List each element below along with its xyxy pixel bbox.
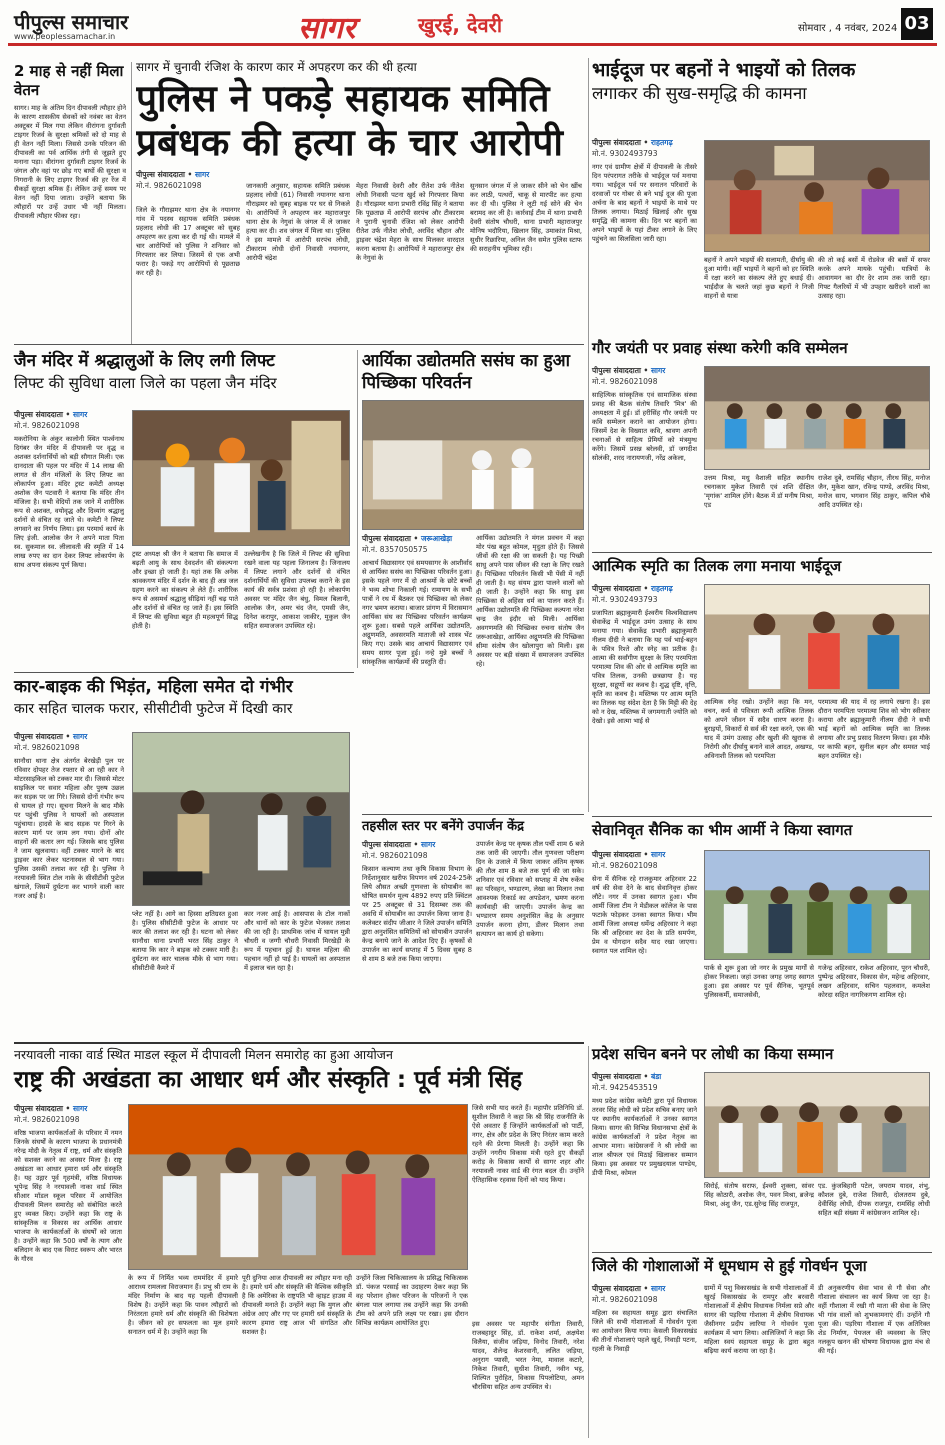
article-car-bike [14,676,352,1038]
rashtra-col-4: जिसे सभी याद करते हैं। महापौर प्रतिनिधि डॉ. सुशील तिवारी ने कहा कि श्री सिंह राजनीति के ऐसे अवतार हैं जिन्होंने कार्यकर्ताओं को पार्टी, नगर, क्षेत्र और प्रदेश के लिए निरंतर काम करते रहने की प्रेरणा मिलती है। उन्होंने कहा कि उन्होंने नगरीय विकास मंत्री रहते हुए सैकड़ों करोड़ के विकास कार्यों से सागर शहर और नरयावली नाका वार्ड की रंगत बदल दी। उन्होंने ऐतिहासिक रहवास दिनों को याद किया। [472,1104,584,1184]
column-divider [588,58,589,348]
atmik-mobile: मो.नं. 9302493793 [592,595,658,604]
govardhan-headline: जिले की गोशालाओं में धूमधाम से हुई गोवर्धन पूजा [592,1257,867,1275]
aryika-mobile: मो.नं. 8357050575 [362,545,428,554]
section-divider [592,552,932,553]
bhaidooj-byline: पीपुल्स संवाददाता • राहतगढ़ [592,138,673,147]
article-rashtra [14,1046,584,1438]
column-divider [131,62,132,344]
column-divider [588,1046,589,1438]
gaur-mobile: मो.नं. 9826021098 [592,377,658,386]
section-divider [592,816,932,817]
rashtra-photo-image [129,1105,467,1269]
aryika-photo [362,400,584,530]
gaur-body: साहित्यिक सांस्कृतिक एवं सामाजिक संस्था प्रवाह की बैठक संतोष तिवारि 'मित्र' की अध्यक्षता में हुई। डॉ हरीसिंह गौर जयंती पर कवि सम्मेलन कराने का आयोजन होगा। जिसमें देश के विख्यात कवि, श्रावण अपनी रचनाओं से साहित्य प्रेमियों को मंत्रमुग्ध करेंगे। जिसमें प्रसन्न बरेलवी, डॉ जगदीश सोलंकी, शरद नारायणजी, नरेंद्र अकेला, [592,391,697,462]
sachin-body: मध्य प्रदेश कांग्रेस कमेटी द्वारा पूर्व विधायक तरवर सिंह लोधी को प्रदेश सचिव बनाए जाने पर स्थानीय कार्यकर्ताओं ने उनका स्वागत किया। सागर की विभिन्न विधानसभा क्षेत्रों के कांग्रेस कार्यकर्ताओं ने प्रदेश नेतृत्व का आभार माना। कांग्रेसजनों ने श्री लोधी का शाल श्रीफल एवं मिठाई खिलाकर सम्मान किया। इस अवसर पर प्रमुखदयाल पाण्डेय, डीपी मिश्रा, कोमल [592,1097,697,1177]
jain-col-3: उल्लेखनीय है कि जिले में लिफ्ट की सुविधा रखने वाला यह पहला जिनालय है। जिनालय में लिफ्ट लगाने और दर्शनों से वंचित दर्शनार्थियों की सुविधा उपलब्ध कराने के इस कार्य की सर्वत्र प्रशंसा हो रही है। लोकार्पण अवसर पर मंदिर जैन बंधु, विमल बिलानी, आलोक जैन, अमर चंद जैन, एमसी जैन, दिनेश करापुर, आकाश जाकीर, मुकुल जैन सहित समाजजन उपस्थित रहे। [244,550,350,630]
sachin-photo [704,1072,930,1178]
edition-title: सागर [298,11,356,46]
section-divider [14,344,584,345]
sainik-byline: पीपुल्स संवाददाता • सागर [592,850,666,859]
section-divider [14,672,354,673]
gaur-headline: गौर जयंती पर प्रवाह संस्था करेगी कवि सम्मेलन [592,339,848,357]
rashtra-col-1: वरिष्ठ भाजपा कार्यकर्ताओं के परिवार में नमन जिनके संघर्षों के कारण भाजपा के प्रधानमंत्री नरेन्द्र मोदी के नेतृत्व में राष्ट्र, धर्म और संस्कृति को सशक्त करने का अवसर मिला है। राष्ट्र अखंडता का आधार हमारा धर्म और संस्कृति है। यह उद्गार पूर्व गृहमंत्री, वरिष्ठ विधायक भूपेन्द्र सिंह ने नरयावली नाका वार्ड स्थित सीआर मॉडल स्कूल परिसर में आयोजित दीपावली मिलन समारोह को संबोधित करते हुए व्यक्त किए। उन्होंने कहा कि राष्ट्र के सांस्कृतिक व विकास का आर्थिक आधार भाजपा के कार्यकर्ताओं के संघर्षों को जाता है। उन्होंने कहा कि 500 वर्षों के त्याग और बलिदान के बाद एक विराट स्वरूप और भारत के गौरव [14,1129,122,1263]
column-divider [357,350,358,668]
aryika-col-1: आचार्य विद्यासागर एवं समयसागर के आशीर्वाद से आर्यिका ससंघ का पिच्छिका परिवर्तन हुआ। इसके पहले नगर में दो आश्रमों के छोटे बच्चों ने भव्य शोभा निकाली गई। रामायण के सभी पात्रों ने रथ में बैठकर एवं पिच्छिका को लेकर नगर भ्रमण कराया। बाजार प्रांगण में विरासमान आर्यिका संघ का पिच्छिका परिवर्तन कार्यक्रम शुरू हुआ। सबसे पहले आर्यिका उद्योतमति, अद्गुणमति, अवसरमति माताजी को शास्त्र भेंट किए गए। उसके बाद आचार्य विद्यासागर एवं समय सागर पूजा हुई। नन्हे मुन्ने बच्चों ने सांस्कृतिक कार्यक्रमों की प्रस्तुति दी। [362,559,472,666]
gaur-photo-image [705,367,929,469]
aryika-photo-image [363,401,583,529]
article-aryika [362,350,584,812]
jain-mobile: मो.नं. 9826021098 [14,421,80,430]
section-divider [14,1042,584,1044]
govardhan-byline: पीपुल्स संवाददाता • सागर [592,1284,666,1293]
issue-date: सोमवार , 4 नवंबर, 2024 [798,23,898,34]
gaur-caption-1: उत्तम मिश्रा, मधु वैशाली सहित स्थानीय रचनाकार मुकेश तिवारी एवं शशि दीक्षित 'मृगांक' शामिल होंगे। बैठक में डॉ मनीष मिश्रा, एड [704,474,814,509]
brand-url[interactable]: www.peoplessamachar.in [14,32,116,41]
article-sachin [592,1044,932,1250]
gaur-caption-2: राजेश दुबे, रामसिंह चौहान, तीरथ सिंह, मनोज जैन, मुकेश खान, रविन्द्र पाण्डे, अरविंद मिश्रा, मनोज साय, भगवान सिंह ठाकुर, कपिल चौबे आदि उपस्थित रहे। [818,474,930,509]
atmik-headline: आत्मिक स्मृति का तिलक लगा मनाया भाईदूज [592,557,842,575]
govardhan-col-1: महिला स्व सहायता समूह द्वारा संचालित जिले की सभी गोशालाओं में गोवर्धन पूजा का आयोजन किया गया। केसली विकासखंड की तीनों गोशालाएं पहले खुर्द, निवाड़ी पटना, रहली के निवाड़ी [592,1309,697,1353]
article-gaur-jayanti [592,338,932,550]
murder-mobile: मो.नं. 9826021098 [136,181,202,190]
bhaidooj-photo [704,140,930,252]
sachin-mobile: मो.नं. 9425453519 [592,1083,658,1092]
sainik-caption-2: गजेन्द्र अहिरवार, राकेश अहिरवार, पूरन चौधरी, पुष्पेन्द्र अहिरवार, विकास सेन, महेन्द्र अहिरवार, लखन अहिरवार, सचिन पहलवान, कमलेश कोरदा सहित नागरिकगण शामिल रहे। [818,964,930,999]
section-divider [362,814,584,815]
bhaidooj-mobile: मो.नं. 9302493793 [592,149,658,158]
aryika-headline: आर्यिका उद्योतमति ससंघ का हुआ पिच्छिका परिवर्तन [362,351,571,393]
bhaidooj-body: नगर एवं ग्रामीण क्षेत्रों में दीपावली के तीसरे दिन परंपरागत तरीके से भाईदूज पर्व मनाया गया। भाईदूज पर्व पर सनातन परिवारों के दरवाजों पर गोबर से बने भाई दूज की पूजा अर्चना के बाद बहनों ने भाइयों के माथे पर तिलक लगाया। मिठाई खिलाई और सुख समृद्धि की कामना की। दिन भर बहनों का अपने भाइयों के यहां टीका लगाने के लिए पहुंचने का सिलसिला जारी रहा। [592,163,697,243]
rashtra-kicker: नरयावली नाका वार्ड स्थित माडल स्कूल में दीपावली मिलन समारोह का हुआ आयोजन [14,1047,393,1062]
article-govardhan [592,1256,932,1438]
jain-photo-image [133,411,349,545]
bhaidooj-subheadline: लगाकर की सुख-समृद्धि की कामना [592,84,807,104]
salary-headline: 2 माह से नहीं मिला वेतन [14,62,124,99]
bhaidooj-photo-image [705,141,929,251]
car-mobile: मो.नं. 9826021098 [14,743,80,752]
govardhan-col-3: डी अनुकरणीय सेवा भाव से गौ सेवा और गौशाला संचालन का कार्य किया जा रहा है। वहीं गौशाला में रखी गौ माता की सेवा के लिए भी गांव वालों को शुभकामनाएं दीं। उन्होंने गौ पूजा की। पड़रिया गौशाला में एक अतिरिक्त शेड निर्माण, पेयजल की व्यवस्था के लिए नलकूप खनन की घोषणा विधायक द्वारा मंच से की गई। [818,1284,930,1355]
jain-body: मकरोनिया के अंकुर कालोनी स्थित पार्श्वनाथ दिगंबर जैन मंदिर में दीपावली पर वृद्ध व अशक्त दर्शनार्थियों को बड़ी सौगात मिली। एक दानदाता की पहल पर मंदिर में 14 लाख की लागत से तीन मंजिलों के लिए लिफ्ट का लोकार्पण हुआ। मंदिर ट्रस्ट कमेटी अध्यक्ष अशोक जैन पटवारी ने बताया कि मंदिर तीन मंजिला है। सभी वेदियों तक जाने में शारीरिक रूप से अशक्त, वयोवृद्ध और दिव्यांग श्रद्धालु दर्शनों से वंचित रह जाते थे। कमेटी ने लिफ्ट लगवाने का निर्णय लिया। इस परमार्थ कार्य के लिए इंजी. आलोक जैन ने अपने माता पिता स्व. सुकमाल स्व. लीलावती की स्मृति में 14 लाख रुपए का दान देकर लिफ्ट लोकार्पण के साथ अपना संकल्प पूर्ण किया। [14,435,124,569]
sainik-headline: सेवानिवृत सैनिक का भीम आर्मी ने किया स्वागत [592,821,853,839]
tehsil-byline: पीपुल्स संवाददाता • सागर [362,840,436,849]
bhaidooj-caption-2: की तो कई बसों में रोडवेज की बसों में सफर करके अपने मायके पहुंची। यात्रियों के आवागमन का दौर देर शाम तक जारी रहा। गिफ्ट गैलरियों में भी उपहार खरीदने वालों का उत्साह रहा। [818,256,930,300]
section-divider [592,1252,932,1253]
salary-body: सागर। माह के अंतिम दिन दीपावली त्यौहार होने के कारण शासकीय सेवकों को नवंबर का वेतन अक्टूबर में मिल गया लेकिन वीरांगना दुर्गावती टाइगर रिजर्व के सुरक्षा श्रमिकों को दो माह से ही वेतन नहीं मिला। जिससे उनके परिजन की दीपावली का पर्व आर्थिक तंगी से जूझते हुए मनाना पड़ा। वीरांगना दुर्गावती टाइगर रिजर्व के जंगल और वहां पर छोड़ गए बाघों की सुरक्षा व निगरानी के लिए टाइगर रिजर्व की हर रेंज में सैकड़ों सुरक्षा श्रमिक हैं। लेकिन उन्हें समय पर वेतन नहीं दिया जाता। उन्होंने बताया कि त्यौहारों पर उन्हें उधार भी नहीं मिलता। दीपावली त्यौहार फीका रहा। [14,104,126,220]
sainik-body: सेना में सैनिक रहे राजकुमार अहिरवार 22 वर्ष की सेवा देने के बाद सेवानिवृत्त होकर लौटे। नगर में उनका स्वागत हुआ। भीम आर्मी जिला टीम ने मेडीकल कॉलेज के पास फटाके फोड़कर उनका स्वागत किया। भीम आर्मी जिला अध्यक्ष धर्मेन्द्र अहिरवार ने कहा कि श्री अहिरवार का देश के प्रति समर्पण, प्रेम व योगदान सदैव याद रखा जाएगा। स्वागत पल शामिल रहे। [592,875,697,955]
tehsil-mobile: मो.नं. 9826021098 [362,851,428,860]
car-photo-image [133,733,349,905]
atmik-photo-image [705,585,929,693]
rashtra-headline: राष्ट्र की अखंडता का आधार धर्म और संस्कृति : पूर्व मंत्री सिंह [14,1067,523,1093]
gaur-photo [704,366,930,470]
govardhan-mobile: मो.नं. 9826021098 [592,1295,658,1304]
gaur-byline: पीपुल्स संवाददाता • सागर [592,366,666,375]
car-byline: पीपुल्स संवाददाता • सागर [14,732,88,741]
bhaidooj-headline: भाईदूज पर बहनों ने भाइयों को तिलक [592,59,856,81]
govardhan-col-2: ग्रामों में पशु विकासखंड के सभी गोशालाओं में खुरई विकासखंड के रामपुर और बरवारी गोशालाओं में क्षेत्रीय विधायक निर्मला सप्रे और सागर की पड़रिया गोशाला में क्षेत्रीय विधायक जैसीनगर प्रदीप लारिया ने गोवर्धन पूजा कार्यक्रम में भाग लिया। आलिजियाँ ने कहा कि महिला स्वयं सहायता समूह के द्वारा बहुत बढ़िया कार्य कराया जा रहा है। [704,1284,814,1355]
sainik-caption-1: पार्क से शुरू हुआ जो नगर के प्रमुख मार्गों से होकर निकला। जहां उनका जगह जगह स्वागत हुआ। इस अवसर पर पूर्व सैनिक, भूतपूर्व पुलिसकर्मी, समाजसेवी, [704,964,814,999]
atmik-caption-1: आत्मिक स्नेह रखो। उन्होंने कहा कि मन, वचन, कर्म से पवित्रता रूपी आत्मिक तिलक को अपने जीवन में सदैव धारण करना है। बुराइयों, विकारों से सर्व की रक्षा करने, एक की याद में उमंग उत्साह और खुशी की खुराक से निरोगी और दीर्घायु बनाने वाले आदत, अखण्ड, अविनाशी तिलक को परमपिता [704,698,814,760]
atmik-photo [704,584,930,694]
sainik-photo [704,850,930,960]
article-sainik [592,820,932,1038]
sachin-caption-2: एड. कुंजबिहारी पटेल, जयराम यादव, शंभु, कौशल दुबे, राजेश तिवारी, दोलतराम दुबे, देवीसिंह लोधी, दीपक राजपूत, रामसिंह लोधी सहित बड़ी संख्या में कांग्रेसजन शामिल रहे। [818,1182,930,1217]
murder-col-4: सुनसान जंगल में ले जाकर सीने को चेन खींच कर लाठी, पत्थरों, चाकू से मारपीट कर हत्या कर दी थी। पुलिस ने लूटी गई सोने की चेन बरामद कर ली है। कार्रवाई टीम में थाना प्रभारी देवरी संतोष चौधरी, थाना प्रभारी महाराजपुर मोनिष भदौरिया, खिलान सिंह, उमाकांत मिश्रा, सुधीर रिछारिया, अनिल जैन समेत पुलिस स्टाफ की सराहनीय भूमिका रही। [470,182,582,253]
tehsil-col-2: उपार्जन केन्द्र पर कृषक तौल पर्ची शाम 6 बजे तक जारी की जाएगी। तौल गुणवत्ता परीक्षण दिन के उजाले में किया जाकर अंतिम कृषक की तौल शाम 8 बजे तक पूर्ण की जा सके। शनिवार एवं रविवार को सप्ताह में शेष रुकेंच का परिवहन, भण्डारण, लेखा का मिलान तथा आवश्यक रिकार्ड का अपडेशन, भ्रमण करना कार्यवाही की जाएगी। उपार्जन केन्द्र का भण्डारण समय अनुशंसित केंद्र के अनुसार उपार्जन करना होगा, डीलर मिलान तथा सत्यापन का कार्य हो सकेगा। [476,840,584,938]
atmik-caption-2: परमात्मा की याद में रह लगाये रखना है। इस दौरान परमपिता परमात्मा शिव को भोग स्वीकार कराया और ब्रह्माकुमारी नीलम दीदी ने सभी भाई बहनों को आत्मिक स्मृति का तिलक लगाया और प्रभु प्रसाद वितरण किया। इस मौके पर काफी बहन, सुनील बहन और समस्त भाई बहन उपस्थित रहे। [818,698,930,760]
bhaidooj-caption-1: बहनों ने अपने भाइयों की सलामती, दीर्घायु की दुआ मांगी। वहीं भाइयों ने बहनों को हर स्थिति में रक्षा करने का संकल्प लेते हुए बधाई दी। भाईदौज के चलते जहां कुछ बहनों ने निजी वाहनों से यात्रा [704,256,814,300]
murder-byline: पीपुल्स संवाददाता • सागर [136,170,210,179]
sachin-headline: प्रदेश सचिन बनने पर लोधी का किया सम्मान [592,1045,834,1063]
edition-subtitle: खुरई, देवरी [418,13,503,37]
masthead [8,6,937,46]
atmik-byline: पीपुल्स संवाददाता • राहतगढ़ [592,584,673,593]
sachin-photo-image [705,1073,929,1177]
murder-col-3: मेहरा निवासी देवरी और रीतेश उर्फ नीतेश लोधी निवासी पटना खुर्द को गिरफ्तार किया है। गौराझमर थाना प्रभारी रविंद्र सिंह ने बताया कि पूछताछ में आरोपी सरपंच और टीकाराम ने पुरानी चुनावी रंजिश को लेकर आरोपी रीतेश उर्फ नीतेश लोधी, अरविंद चौहान और ड्राइवर चंद्रेश मेहरा के साथ मिलकर वारदात करना बताया है। आरोपियों ने महाराजपुर क्षेत्र के नेगुवां के [356,182,464,262]
aryika-col-2: आर्यिका उद्योतमति ने मंगल प्रवचन में कहा मोर पंख बहुत कोमल, मृदुता होते हैं। जिससे जीवों की रक्षा की जा सकती है। यह पिच्छी साधु अपने पास जीवन की रक्षा के लिए रखते हैं। पिच्छिका परिवर्तन किसी भी पेंसी में नहीं दी जाती है। यह संयम द्वारा पालने वालों को दी जाती है। उन्होंने कहा कि साधु इस पिच्छिका से अहिंसा धर्म का पालन करते हैं। आर्यिका उद्योतमति की पिच्छिका कल्पना नरेश चन्द्र जैन इंदौर को मिली। आर्यिका अवगणमति की पिच्छिका रुचना संतोष जैन जरूआखेड़ा, आर्यिका अद्गुणमति की पिच्छिका सीमा संतोष जैन खोलापुरा को मिली। इस अवसर पर बड़ी संख्या में समाजजन उपस्थित रहे। [476,534,584,668]
tehsil-headline: तहसील स्तर पर बनेंगे उपार्जन केंद्र [362,819,524,834]
rashtra-col-5: उन्होंने जिला चिकित्सालय के प्रसिद्ध चिकित्सक डॉ. पंकज परसाई का उदाहरण देकर कहा कि वह परेशान होकर परिजन के परिजनों ने एक बंगला पाल लगाया तब उन्होंने कहा कि उनकी टीम को अपने प्रति लक्ष्य पर रखा। इस दौरान विभिन्न कार्यक्रम आयोजित हुए। [356,1274,468,1327]
murder-kicker: सागर में चुनावी रंजिश के कारण कार में अपहरण कर की थी हत्या [136,60,417,74]
article-tehsil [362,818,584,1038]
jain-byline: पीपुल्स संवाददाता • सागर [14,410,88,419]
sachin-caption-1: सिरोई, संतोष सराफ, ईश्वरी शुक्ला, सांवर सिंह कोठारी, अशोक जैन, पवन मिश्रा, ब्रजेन्द्र मिश्रा, अंशु जैन, एड.सुरेन्द्र सिंह राजपूत, [704,1182,814,1208]
article-bhaidooj [592,58,932,334]
car-col-1: सानौधा थाना क्षेत्र अंतर्गत बेरखेड़ी पुल पर रविवार दोपहर तेज रफ्तार से आ रही कार ने मोटरसाइकिल को टक्कर मार दी। जिससे मोटर साइकिल पर सवार महिला और पुरुष उछल कर सड़क पर जा गिरे। जिससे दोनों गंभीर रूप से घायल हो गए। सूचना मिलने के बाद मौके पर पहुंची पुलिस ने घायलों को अस्पताल पहुंचाया। हादसे के बाद सड़क पर गिरने के कारण मार्ग पर जाम लग गया। दोनों ओर वाहनों की कतार लग गई। जिसके बाद पुलिस ने जाम खुलवाया। वहीं टक्कर मारने के बाद ड्राइवर कार लेकर घटनास्थल से भाग गया। पुलिस उसकी तलाश कर रही है। पुलिस ने नरयावली स्थित टोल नाके के सीसीटीवी फुटेज खंगाले, जिसमें दुर्घटना कर भागने वाली कार नजर आई है। [14,757,124,900]
article-murder [136,58,584,348]
car-photo [132,732,350,906]
jain-headline: जैन मंदिर में श्रद्धालुओं के लिए लगी लिफ्ट [14,351,275,371]
murder-col-1: जिले के गौराझमर थाना क्षेत्र के नयानगर गांव में पदस्थ सहायक समिति प्रबंधक प्रहलाद लोधी की 17 अक्टूबर को सुबह अपहरण कर हत्या कर दी गई थी। मामले में चार आरोपियों को पुलिस ने शनिवार को गिरफ्तार कर लिया। जिसमें से एक अभी फरार है। पकड़े गए आरोपियों से पूछताछ कर रही है। [136,206,240,277]
car-headline: कार-बाइक की भिड़ंत, महिला समेत दो गंभीर [14,677,293,697]
car-col-2: प्लेट नहीं है। आगे का हिस्सा क्षतिग्रस्त हुआ है। पुलिस सीसीटीवी फुटेज के आधार पर कार की तलाश कर रही है। घटना को लेकर सानौधा थाना प्रभारी भरत सिंह ठाकुर ने बताया कि कार ने बाइक को टक्कर मारी है। दुर्घटना कर कार चालक मौके से भाग गया। सीसीटीवी कैमरे में [132,910,238,972]
tehsil-col-1: किसान कल्याण तथा कृषि विकास विभाग के निर्देशानुसार खरीफ विपणन वर्ष 2024-25के लिये औसत अच्छी गुणवत्ता के सोयाबीन का घोषित समर्थन मूल्य 4892 रुपए प्रति क्विंटल पर 25 अक्टूबर से 31 दिसम्बर तक की अवधि में सोयाबीन का उपार्जन किया जाना है। कलेक्टर संदीप जीआर ने जिले उपार्जन समिति द्वारा अनुशंसित समितियों को सोयाबीन उपार्जन केन्द्र बनाये जाने के आदेश दिए हैं। कृषकों से उपार्जन का कार्य सप्ताह में 5 दिवस सुबह 8 से शाम 8 बजे तक किया जाएगा। [362,865,472,963]
rashtra-mobile: मो.नं. 9826021098 [14,1115,80,1124]
sainik-mobile: मो.नं. 9826021098 [592,861,658,870]
rashtra-byline: पीपुल्स संवाददाता • सागर [14,1104,88,1113]
rashtra-col-3: पूरी दुनिया आज दीपावली का त्यौहार मना रही है। हमारे धर्म और संस्कृति की वैश्विक स्वीकृति है कि अमेरिका के राष्ट्रपति भी व्हाइट हाउस में दीपावली मनाते हैं। उन्होंने कहा कि मुगल और अंग्रेज आए और गए पर हमारी धर्म संस्कृति के कारण हमारा राष्ट्र आज भी संगठित और सशक्त है। [242,1274,352,1336]
article-salary [14,62,126,344]
article-atmik-smriti [592,556,932,814]
sainik-photo-image [705,851,929,959]
murder-col-2: जानकारी अनुसार, सहायक समिति प्रबंधक प्रहलाद लोधी (61) निवासी नयानगर थाना गौराझमर को सुबह बाइक पर घर से निकले थे। आरोपियों ने अपहरण कर महाराजपुर थाना क्षेत्र के नेगुवां के जंगल में ले जाकर हत्या कर दी। शव जंगल में मिला था। पुलिस ने इस मामले में आरोपी सरपंच लोधी, टीकाराम लोधी दोनों निवासी नयानगर, आरोपी चंद्रेश [246,182,350,262]
jain-subheadline: लिफ्ट की सुविधा वाला जिले का पहला जैन मंदिर [14,374,277,392]
atmik-body: प्रजापिता ब्रह्माकुमारी ईश्वरीय विश्वविद्यालय सेवाकेंद्र में भाईदूज उमंग उत्साह के साथ मनाया गया। सेवाकेंद्र प्रभारी ब्रह्माकुमारी नीलम दीदी ने बताया कि यह पर्व भाई-बहन के पवित्र रिश्ते और स्नेह का प्रतीक है। आत्मा की सर्वांगीण सुरक्षा के लिए परमपिता परमात्मा शिव की ओर से आत्मिक स्मृति का पवित्र तिलक, उनकी छत्रछाया है। यह सुरक्षा, सद्गुणों का कवच है। शुद्ध दृष्टि, वृत्ति, कृति का कवच है। मस्तिष्क पर आत्म स्मृति का तिलक यह संदेश देता है कि मिट्टी की देह को न देख, मस्तिष्क में जगमगाती ज्योति को देखो। इसे आत्मा भाई से [592,609,697,725]
jain-photo [132,410,350,546]
rashtra-col-2: के रूप में निर्मित भव्य राममंदिर में हमारे आराध्य रामलला विराजमान हैं। प्रभु श्री राम के मंदिर निर्माण के बाद यह पहली दीपावली विशेष है। उन्होंने कहा कि पावन त्यौहारों को निरंतरता हमारे धर्म और संस्कृति की विशेषता है। जीवन को हर सफलता का मूल हमारे सनातन धर्म में है। उन्होंने कहा कि [128,1274,238,1336]
car-subheadline: कार सहित चालक फरार, सीसीटीवी फुटेज में दिखी कार [14,701,293,717]
article-jain-lift [14,350,352,668]
rashtra-col-6: इस अवसर पर महापौर संगीता तिवारी, राजबहादुर सिंह, डॉ. राकेश शर्मा, अक्षयेश विलैया, संजीव जड़िया, विनोद तिवारी, नरेश यादव, शैलेन्द्र केशरवानी, ललित जड़िया, अनुराग प्यासी, भरत नेमा, मावाल कटारे, निकेश तिवारी, सुधीश तिवारी, नवीन भट्ट, शिल्पित पुरोहित, विकास पिपलोटिया, अमन चौरसिया सहित अन्य उपस्थित थे। [472,1320,584,1391]
rashtra-photo [128,1104,468,1270]
murder-headline: पुलिस ने पकड़े सहायक समिति प्रबंधक की हत्या के चार आरोपी [136,77,563,164]
car-col-3: कार नजर आई है। आसपास के टोल नाकों और थानों को कार के फुटेज भेजकर तलाश की जा रही है। प्राथमिक जांच में घायल मुन्नी चौधरी व जग्गी चौधरी निवासी मिरखेड़ी के रूप में पहचान हुई है। घायल महिला की पहचान नहीं हो पाई है। घायलों का अस्पताल में इलाज चल रहा है। [244,910,350,972]
aryika-byline: पीपुल्स संवाददाता • जरूआखेड़ा [362,534,453,543]
jain-col-2: ट्रस्ट अध्यक्ष श्री जैन ने बताया कि समाज में बढ़ती आयु के साथ देवदर्शन की संकल्पना और इच्छा हो जाती है। यहां तक कि अनेक श्रावकगण मंदिर में दर्शन के बाद ही अन्न जल ग्रहण करने का संकल्प ले लेते हैं। शारीरिक रूप से असमर्थ श्रद्धालु सीढ़ियां नहीं चढ़ पाते और दर्शनों से वंचित रह जाते हैं। इस स्थिति में लिफ्ट की सुविधा बहुत ही महत्वपूर्ण सिद्ध होती है। [132,550,238,630]
column-divider [588,336,589,812]
brand-logo: पीपुल्स समाचार [14,10,129,34]
page-number: 03 [901,8,933,40]
sachin-byline: पीपुल्स संवाददाता • बंडा [592,1072,662,1081]
